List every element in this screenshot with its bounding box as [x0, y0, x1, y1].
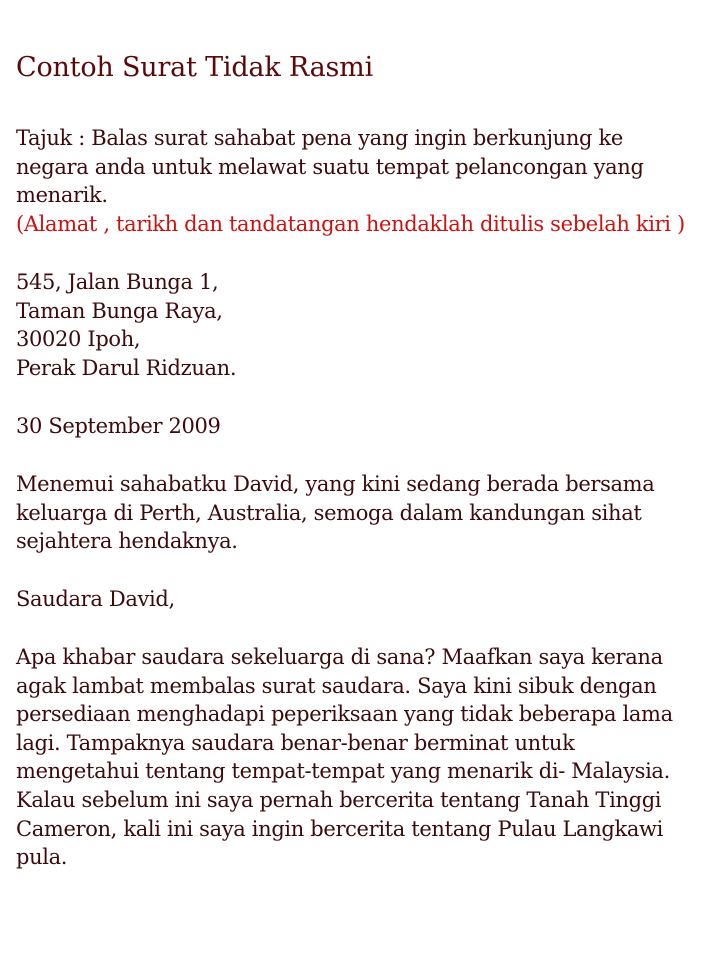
opening-greeting	[16, 470, 654, 556]
body-line: Kalau sebelum ini saya pernah bercerita tentang Tanah Tinggi	[16, 787, 662, 812]
body-line: pula.	[16, 845, 68, 870]
instruction-note: (Alamat , tarikh dan tandatangan hendaklah ditulis sebelah kiri )	[16, 211, 685, 236]
body-line: lagi. Tampaknya saudara benar-benar berminat untuk	[16, 730, 575, 755]
topic-section	[16, 124, 685, 238]
body-line: mengetahui tentang tempat-tempat yang menarik di- Malaysia.	[16, 759, 670, 784]
salutation	[16, 585, 175, 614]
greeting-line: keluarga di Perth, Australia, semoga dalam kandungan sihat	[16, 500, 642, 525]
address-line: 545, Jalan Bunga 1,	[16, 270, 219, 294]
sender-address	[16, 268, 236, 382]
address-line: Taman Bunga Raya,	[16, 298, 223, 323]
letter-date	[16, 412, 221, 441]
salutation-text: Saudara David,	[16, 587, 175, 611]
body-line: agak lambat membalas surat saudara. Saya kini sibuk dengan	[16, 673, 657, 698]
topic-line: Tajuk : Balas surat sahabat pena yang ingin berkunjung ke	[16, 126, 623, 150]
body-line: Cameron, kali ini saya ingin bercerita tentang Pulau Langkawi	[16, 816, 664, 841]
topic-line: menarik.	[16, 183, 108, 208]
body-line: persediaan menghadapi peperiksaan yang tidak beberapa lama	[16, 702, 673, 727]
address-line: 30020 Ipoh,	[16, 327, 141, 352]
address-line: Perak Darul Ridzuan.	[16, 355, 237, 380]
greeting-line: Menemui sahabatku David, yang kini sedang berada bersama	[16, 472, 655, 496]
document-title: Contoh Surat Tidak Rasmi	[16, 52, 374, 83]
body-line: Apa khabar saudara sekeluarga di sana? Maafkan saya kerana	[16, 645, 663, 669]
topic-line: negara anda untuk melawat suatu tempat pelancongan yang	[16, 154, 644, 179]
date-text: 30 September 2009	[16, 414, 221, 438]
letter-body	[16, 643, 673, 872]
greeting-line: sejahtera hendaknya.	[16, 529, 238, 554]
